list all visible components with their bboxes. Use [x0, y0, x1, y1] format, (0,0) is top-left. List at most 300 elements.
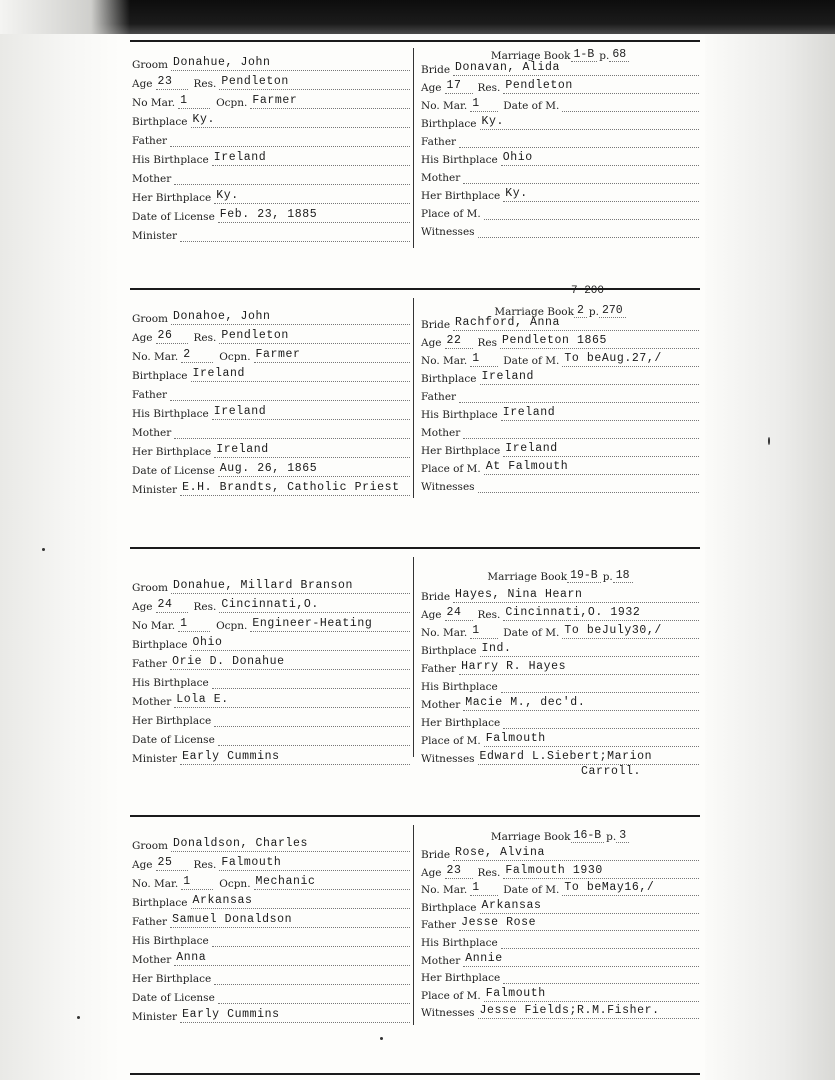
bride-father-row [421, 657, 699, 675]
field-label: Res. [193, 601, 217, 613]
field-label: Age [132, 78, 153, 90]
column-divider [413, 557, 414, 757]
bride-her-birthplace-value: Ky. [503, 188, 699, 202]
bride-his-birthplace-value [501, 935, 699, 949]
field-label: Birthplace [421, 645, 477, 657]
field-label: Father [132, 916, 168, 928]
field-label: Place of M. [421, 989, 481, 1002]
bride-place-of-m-value: Falmouth [484, 988, 699, 1002]
bride-no-mar-value: 1 [470, 353, 498, 367]
bride-witnesses-row [421, 747, 699, 765]
field-label: Ocpn. [216, 620, 248, 632]
bride-bride-value: Rose, Alvina [453, 847, 699, 861]
groom-res-value: Falmouth [219, 857, 410, 871]
groom-no-mar-row [132, 872, 410, 890]
field-label: No. Mar. [421, 884, 468, 897]
bride-no-mar-value: 1 [470, 882, 498, 896]
groom-birthplace-row [132, 633, 410, 651]
field-label: Age [132, 859, 153, 871]
bride-age-row [421, 76, 699, 94]
field-label: Father [421, 136, 457, 148]
groom-groom-value: Donahue, Millard Branson [171, 580, 410, 594]
column-divider [413, 48, 414, 248]
groom-father-row [132, 910, 410, 928]
groom-date-of-license-value: Feb. 23, 1885 [218, 209, 410, 223]
groom-date-of-license-row [132, 205, 410, 223]
groom-res-value: Cincinnati,O. [219, 599, 410, 613]
scan-speck [768, 437, 770, 445]
bride-his-birthplace-row [421, 675, 699, 693]
field-label: Date of License [132, 734, 215, 746]
groom-ocpn-value: Engineer-Heating [250, 618, 410, 632]
field-label: Witnesses [421, 753, 475, 765]
groom-column [132, 288, 410, 508]
groom-mother-row [132, 421, 410, 439]
field-label: Her Birthplace [421, 445, 501, 457]
groom-date-of-license-value: Aug. 26, 1865 [218, 463, 410, 477]
field-label: His Birthplace [132, 677, 209, 689]
bride-bride-row [421, 313, 699, 331]
groom-her-birthplace-row [132, 967, 410, 985]
bride-father-row [421, 130, 699, 148]
groom-her-birthplace-row [132, 186, 410, 204]
bride-no-mar-value: 1 [470, 625, 498, 639]
bride-column [421, 815, 699, 1045]
groom-birthplace-row [132, 110, 410, 128]
groom-date-of-license-value [218, 732, 410, 746]
groom-birthplace-value: Arkansas [191, 895, 410, 909]
groom-her-birthplace-value [214, 713, 410, 727]
groom-age-row [132, 326, 410, 344]
field-label: Age [132, 601, 153, 613]
bride-bride-value: Rachford, Anna [453, 317, 699, 331]
bride-birthplace-row [421, 639, 699, 657]
marriage-record [130, 285, 700, 528]
page-number: 18 [613, 569, 633, 583]
bride-father-row [421, 385, 699, 403]
bride-birthplace-value: Ireland [480, 371, 699, 385]
field-label: Res. [193, 859, 217, 871]
bride-mother-row [421, 949, 699, 967]
bride-mother-value [463, 425, 699, 439]
field-label: Mother [421, 954, 461, 967]
groom-column [132, 40, 410, 260]
field-label: Date of M. [503, 627, 560, 639]
groom-age-row [132, 72, 410, 90]
groom-her-birthplace-row [132, 709, 410, 727]
groom-no-mar-value: 2 [181, 349, 213, 363]
marriage-book-label: Marriage Book [490, 831, 571, 843]
groom-father-value: Samuel Donaldson [170, 914, 410, 928]
groom-column [132, 815, 410, 1035]
field-label: Mother [132, 427, 172, 439]
field-label: Ocpn. [219, 878, 251, 890]
field-label: His Birthplace [132, 408, 209, 420]
groom-minister-value: Early Cummins [180, 1009, 410, 1023]
groom-mother-row [132, 948, 410, 966]
groom-date-of-license-value [218, 990, 410, 1004]
groom-groom-value: Donahue, John [171, 57, 410, 71]
field-label: Groom [132, 59, 169, 71]
bride-birthplace-row [421, 112, 699, 130]
field-label: Groom [132, 582, 169, 594]
groom-birthplace-row [132, 364, 410, 382]
field-label: Bride [421, 64, 451, 76]
field-label: Mother [132, 696, 172, 708]
groom-groom-row [132, 307, 410, 325]
field-label: No Mar. [132, 620, 176, 632]
field-label: His Birthplace [421, 681, 498, 693]
groom-age-row [132, 853, 410, 871]
scan-speck [77, 1016, 80, 1019]
bride-place-of-m-row [421, 202, 699, 220]
field-label: Birthplace [132, 116, 188, 128]
bride-witnesses-value: Jesse Fields;R.M.Fisher. [478, 1005, 699, 1019]
page-label: p. [602, 571, 613, 583]
field-label: Father [132, 658, 168, 670]
page-label: p. [588, 306, 599, 318]
field-label: Minister [132, 753, 178, 765]
field-label: Mother [421, 699, 461, 711]
bride-no-mar-row [421, 621, 699, 639]
field-label: Place of M. [421, 208, 481, 220]
field-label: Father [132, 135, 168, 147]
marriage-book-number: 19-B [567, 569, 601, 583]
field-label: Res. [193, 332, 217, 344]
marriage-book-number: 16-B [571, 829, 605, 843]
field-label: Witnesses [421, 226, 475, 238]
column-divider [413, 298, 414, 498]
groom-his-birthplace-row [132, 671, 410, 689]
field-label: Ocpn. [219, 351, 251, 363]
bride-column [421, 285, 699, 518]
field-label: Birthplace [132, 639, 188, 651]
bride-witnesses-row [421, 1001, 699, 1019]
groom-father-value [170, 133, 410, 147]
marriage-book-reference [421, 565, 699, 583]
groom-minister-row [132, 1005, 410, 1023]
groom-his-birthplace-value: Ireland [212, 152, 410, 166]
groom-date-of-license-row [132, 728, 410, 746]
bride-birthplace-value: Ind. [480, 643, 699, 657]
groom-ocpn-value: Farmer [254, 349, 410, 363]
field-label: Father [132, 389, 168, 401]
bride-bride-value: Hayes, Nina Hearn [453, 589, 699, 603]
groom-his-birthplace-value: Ireland [212, 406, 410, 420]
field-label: Res. [477, 609, 501, 621]
page-label: p. [606, 831, 617, 843]
bride-no-mar-value: 1 [470, 98, 498, 112]
groom-mother-row [132, 167, 410, 185]
bride-age-value: 22 [445, 335, 473, 349]
bride-her-birthplace-value [503, 715, 699, 729]
groom-father-row [132, 129, 410, 147]
marriage-book-label: Marriage Book [487, 571, 568, 583]
bride-her-birthplace-row [421, 439, 699, 457]
field-label: Age [421, 337, 442, 349]
book-page-annotation: 7 200 [571, 285, 605, 297]
bride-birthplace-row [421, 896, 699, 914]
bride-no-mar-row [421, 349, 699, 367]
groom-father-value [170, 387, 410, 401]
groom-minister-row [132, 478, 410, 496]
groom-minister-row [132, 224, 410, 242]
field-label: His Birthplace [132, 935, 209, 947]
field-label: No. Mar. [132, 878, 179, 890]
record-divider-bottom [130, 1073, 700, 1075]
field-label: Her Birthplace [421, 190, 501, 202]
bride-column [421, 40, 699, 270]
field-label: Ocpn. [216, 97, 248, 109]
field-label: Age [132, 332, 153, 344]
bride-father-value: Harry R. Hayes [459, 661, 699, 675]
bride-res-value: Falmouth 1930 [503, 865, 699, 879]
bride-age-row [421, 331, 699, 349]
field-label: Date of M. [503, 355, 560, 367]
bride-father-row [421, 913, 699, 931]
bride-age-value: 17 [445, 80, 473, 94]
groom-age-value: 23 [156, 76, 188, 90]
field-label: Her Birthplace [132, 973, 212, 985]
groom-his-birthplace-row [132, 929, 410, 947]
field-label: Age [421, 866, 442, 879]
groom-birthplace-value: Ohio [191, 637, 410, 651]
bride-her-birthplace-row [421, 966, 699, 984]
bride-witnesses-value [478, 224, 699, 238]
field-label: No Mar. [132, 97, 176, 109]
bride-date-of-m-value: To beMay16,/ [562, 882, 699, 896]
bride-date-of-m-value: To beAug.27,/ [562, 353, 699, 367]
groom-groom-row [132, 576, 410, 594]
bride-birthplace-row [421, 367, 699, 385]
scan-margin-left [0, 0, 120, 1080]
field-label: No. Mar. [132, 351, 179, 363]
field-label: Bride [421, 319, 451, 331]
marriage-record [130, 40, 700, 280]
groom-date-of-license-row [132, 459, 410, 477]
page-number: 270 [599, 304, 626, 318]
field-label: Age [421, 82, 442, 94]
field-label: Birthplace [421, 901, 477, 914]
field-label: Res. [193, 78, 217, 90]
bride-father-value [459, 389, 699, 403]
page-number: 68 [609, 48, 629, 62]
field-label: No. Mar. [421, 355, 468, 367]
bride-age-value: 24 [445, 607, 473, 621]
field-label: Date of License [132, 465, 215, 477]
field-label: Bride [421, 591, 451, 603]
field-label: Groom [132, 840, 169, 852]
bride-mother-row [421, 166, 699, 184]
field-label: Minister [132, 230, 178, 242]
groom-mother-value [174, 171, 410, 185]
field-label: Father [421, 663, 457, 675]
field-label: Date of M. [503, 884, 560, 897]
page-label: p. [599, 50, 610, 62]
field-label: Her Birthplace [421, 972, 501, 985]
groom-ocpn-value: Farmer [250, 95, 410, 109]
field-label: Res. [477, 82, 501, 94]
marriage-book-number: 2 [574, 304, 587, 318]
groom-minister-value: Early Cummins [180, 751, 410, 765]
groom-no-mar-value: 1 [178, 618, 210, 632]
bride-place-of-m-value [484, 206, 699, 220]
field-label: His Birthplace [132, 154, 209, 166]
bride-his-birthplace-row [421, 931, 699, 949]
column-divider [413, 825, 414, 1025]
field-label: Her Birthplace [132, 446, 212, 458]
field-label: Bride [421, 849, 451, 861]
bride-witnesses-value [478, 479, 699, 493]
field-label: Age [421, 609, 442, 621]
marriage-book-reference [421, 825, 699, 843]
marriage-book-label: Marriage Book [494, 306, 574, 318]
groom-his-birthplace-row [132, 402, 410, 420]
bride-age-value: 23 [445, 865, 473, 879]
field-label: His Birthplace [421, 154, 498, 166]
groom-mother-row [132, 690, 410, 708]
bride-her-birthplace-row [421, 184, 699, 202]
bride-father-value [459, 134, 699, 148]
groom-her-birthplace-value [214, 971, 410, 985]
bride-her-birthplace-value [503, 970, 699, 984]
bride-his-birthplace-value [501, 679, 699, 693]
bride-his-birthplace-row [421, 403, 699, 421]
groom-minister-row [132, 747, 410, 765]
bride-mother-row [421, 421, 699, 439]
bride-witnesses-value: Edward L.Siebert;Marion [478, 751, 699, 765]
groom-father-value: Orie D. Donahue [170, 656, 410, 670]
field-label: Witnesses [421, 1007, 475, 1020]
groom-no-mar-row [132, 91, 410, 109]
field-label: Her Birthplace [421, 717, 501, 729]
field-label: Date of M. [503, 100, 560, 112]
field-label: Her Birthplace [132, 715, 212, 727]
groom-groom-row [132, 834, 410, 852]
groom-her-birthplace-value: Ky. [214, 190, 410, 204]
field-label: His Birthplace [421, 937, 498, 949]
groom-age-value: 25 [156, 857, 188, 871]
groom-no-mar-value: 1 [178, 95, 210, 109]
groom-birthplace-value: Ireland [191, 368, 410, 382]
groom-age-value: 26 [156, 330, 188, 344]
field-label: Date of License [132, 211, 215, 223]
field-label: Date of License [132, 992, 215, 1004]
field-label: Birthplace [421, 118, 477, 130]
field-label: Mother [421, 427, 461, 439]
field-label: Place of M. [421, 735, 481, 747]
groom-mother-value [174, 425, 410, 439]
bride-res-value: Pendleton [503, 80, 699, 94]
field-label: Res [477, 337, 498, 349]
groom-minister-value [180, 228, 410, 242]
field-label: Groom [132, 313, 169, 325]
bride-place-of-m-value: Falmouth [484, 733, 699, 747]
groom-column [132, 547, 410, 767]
bride-mother-value: Annie [463, 953, 699, 967]
bride-bride-row [421, 585, 699, 603]
groom-mother-value: Lola E. [174, 694, 410, 708]
groom-res-value: Pendleton [219, 330, 410, 344]
field-label: Mother [132, 173, 172, 185]
bride-no-mar-row [421, 94, 699, 112]
groom-her-birthplace-value: Ireland [214, 444, 410, 458]
groom-groom-row [132, 53, 410, 71]
bride-res-value: Pendleton 1865 [500, 335, 699, 349]
bride-her-birthplace-value: Ireland [503, 443, 699, 457]
groom-his-birthplace-value [212, 933, 410, 947]
bride-mother-row [421, 693, 699, 711]
groom-her-birthplace-row [132, 440, 410, 458]
field-label: Witnesses [421, 481, 475, 493]
bride-age-row [421, 861, 699, 879]
groom-father-row [132, 652, 410, 670]
groom-groom-value: Donaldson, Charles [171, 838, 410, 852]
field-label: Father [421, 391, 457, 403]
groom-father-row [132, 383, 410, 401]
field-label: No. Mar. [421, 100, 468, 112]
marriage-record [130, 815, 700, 1055]
bride-date-of-m-value: To beJuly30,/ [562, 625, 699, 639]
field-label: Minister [132, 484, 178, 496]
field-label: Minister [132, 1011, 178, 1023]
groom-age-row [132, 595, 410, 613]
bride-his-birthplace-row [421, 148, 699, 166]
bride-bride-row [421, 843, 699, 861]
marriage-record [130, 547, 700, 787]
bride-column [421, 547, 699, 777]
bride-place-of-m-row [421, 457, 699, 475]
scan-margin-right [705, 0, 835, 1080]
field-label: Birthplace [421, 373, 477, 385]
groom-no-mar-row [132, 345, 410, 363]
groom-his-birthplace-row [132, 148, 410, 166]
groom-birthplace-row [132, 891, 410, 909]
bride-place-of-m-row [421, 984, 699, 1002]
bride-father-value: Jesse Rose [459, 917, 699, 931]
bride-witnesses-row [421, 220, 699, 238]
groom-minister-value: E.H. Brandts, Catholic Priest [180, 482, 410, 496]
field-label: No. Mar. [421, 627, 468, 639]
field-label: His Birthplace [421, 409, 498, 421]
groom-no-mar-row [132, 614, 410, 632]
marriage-book-label: Marriage Book [490, 50, 571, 62]
groom-mother-value: Anna [174, 952, 410, 966]
field-label: Res. [477, 866, 501, 879]
bride-age-row [421, 603, 699, 621]
scan-corner [0, 0, 130, 34]
bride-birthplace-value: Ky. [480, 116, 699, 130]
groom-res-value: Pendleton [219, 76, 410, 90]
scan-speck [42, 548, 45, 551]
bride-his-birthplace-value: Ireland [501, 407, 699, 421]
bride-place-of-m-value: At Falmouth [484, 461, 699, 475]
bride-witnesses-row [421, 475, 699, 493]
page-number: 3 [616, 829, 629, 843]
bride-date-of-m-value [562, 98, 699, 112]
bride-no-mar-row [421, 878, 699, 896]
field-label: Her Birthplace [132, 192, 212, 204]
groom-date-of-license-row [132, 986, 410, 1004]
bride-bride-value: Donavan, Alida [453, 62, 699, 76]
witness-continuation: Carroll. [581, 765, 642, 778]
groom-ocpn-value: Mechanic [254, 876, 410, 890]
field-label: Father [421, 919, 457, 932]
bride-bride-row [421, 58, 699, 76]
field-label: Birthplace [132, 370, 188, 382]
groom-birthplace-value: Ky. [191, 114, 410, 128]
groom-age-value: 24 [156, 599, 188, 613]
